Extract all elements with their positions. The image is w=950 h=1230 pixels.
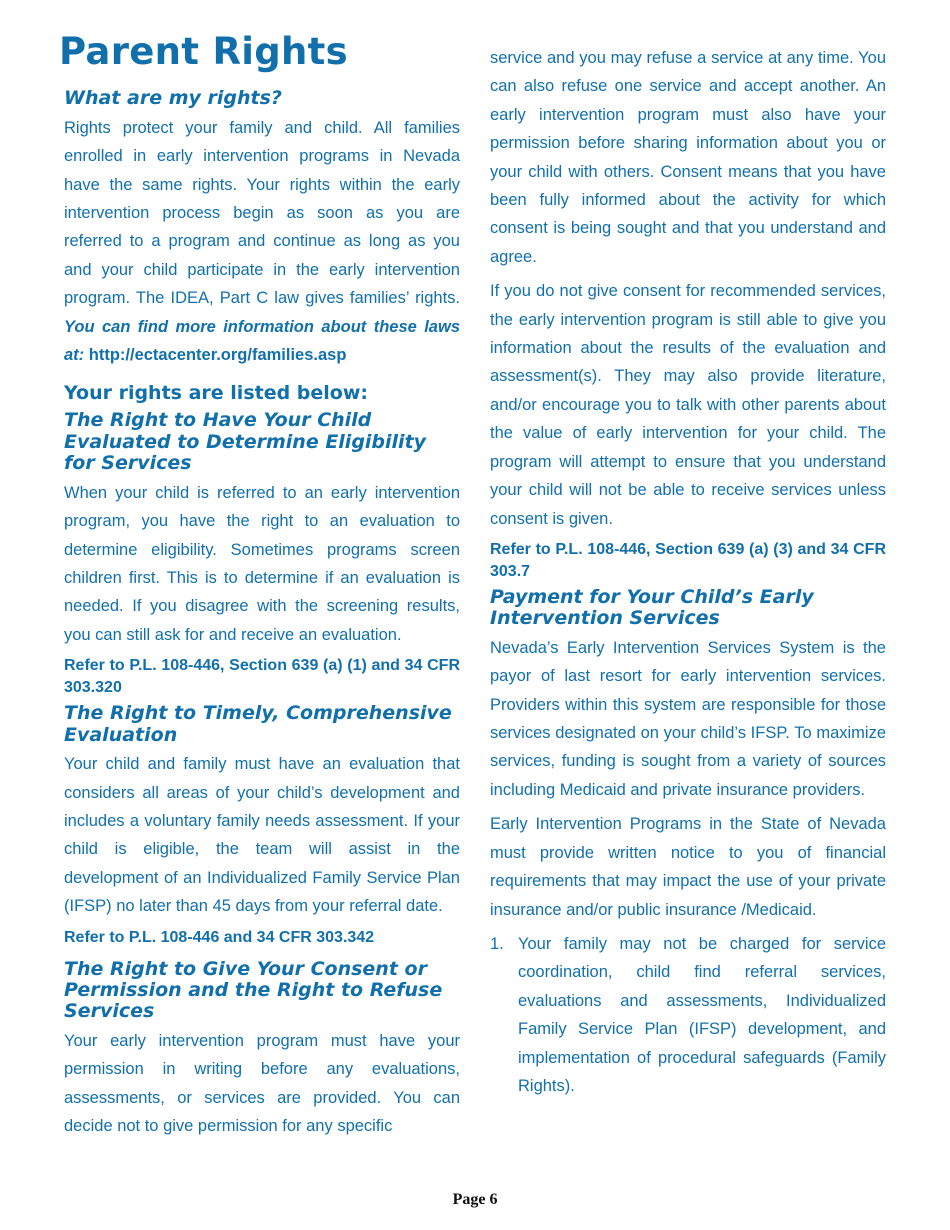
consent-reference: Refer to P.L. 108-446, Section 639 (a) (3) and 34 CFR 303.7 [490,540,886,580]
payment-heading: Payment for Your Child’s Early Intervention Services [490,585,814,630]
consent-refusal-paragraph: If you do not give consent for recommended services, the early intervention program is still able to give you information about the results of the evaluation and assessment(s). They may also provide literature, and/or encourage you to talk with other parents about the value of early intervention for your child. The program will attempt to ensure that you understand your child will not be able to receive services unless consent is given. [490,282,886,528]
page-title: Parent Rights [59,30,348,73]
right-consent-paragraph: Your early intervention program must have your permission in writing before any evaluations, assessments, or services are provided. You can decide not to give permission for any specific [64,1031,460,1136]
right-consent-heading: The Right to Give Your Consent or Permission and the Right to Refuse Services [64,957,443,1023]
list-item-number: 1. [490,934,504,953]
list-item [490,930,886,1100]
right-column [490,44,886,1106]
what-are-my-rights-heading: What are my rights? [64,87,282,110]
left-column [59,30,460,1147]
right-evaluated-reference: Refer to P.L. 108-446, Section 639 (a) (1) and 34 CFR 303.320 [64,657,460,697]
right-timely-paragraph: Your child and family must have an evaluation that considers all areas of your child’s development and includes a voluntary family needs assessment. If your child is eligible, the team will assist in the development of an Individualized Family Service Plan (IFSP) no later than 45 days from your referral date. [64,755,460,916]
right-evaluated-paragraph: When your child is referred to an early intervention program, you have the right to an evaluation to determine eligibility. Sometimes programs screen children first. This is to determine if an evaluation is needed. If you disagree with the screening results, you can still ask for and receive an evaluation. [64,483,460,644]
more-info-label: You can find more information about these laws at: [64,317,460,365]
payment-list [490,930,886,1100]
what-are-my-rights-paragraph [64,114,460,370]
rights-listed-heading: Your rights are listed below: [64,381,369,404]
page-number: Page 6 [452,1191,498,1208]
right-timely-heading: The Right to Timely, Comprehensive Evaluation [64,702,452,746]
what-are-my-rights-text: Rights protect your family and child. All families enrolled in early intervention programs in Nevada have the same rights. Your rights within the early intervention process begin as soon as you are referred to a program and continue as long as you and your child participate in the early intervention program. The IDEA, Part C law gives families’ rights. [64,118,460,308]
list-item-text: Your family may not be charged for service coordination, child find referral services, evaluations and assessments, Individualized Family Service Plan (IFSP) development, and implementation of procedural safeguards (Family Rights). [518,934,886,1095]
right-evaluated-heading: The Right to Have Your Child Evaluated to Determine Eligibility for Services [64,409,427,475]
consent-continued-paragraph: service and you may refuse a service at any time. You can also refuse one service and accept another. An early intervention program must also have your permission before sharing information about you or your child with others. Consent means that you have been fully informed about the activity for which consent is being sought and that you understand and agree. [490,49,886,266]
payment-paragraph-1: Nevada’s Early Intervention Services System is the payor of last resort for early intervention services. Providers within this system are responsible for those services designated on your child’s IFSP. To maximize services, funding is sought from a variety of sources including Medicaid and private insurance providers. [490,638,886,799]
right-timely-reference: Refer to P.L. 108-446 and 34 CFR 303.342 [64,928,375,946]
more-info-link[interactable]: http://ectacenter.org/families.asp [88,346,347,365]
payment-paragraph-2: Early Intervention Programs in the State of Nevada must provide written notice to you of financial requirements that may impact the use of your private insurance and/or public insurance /Medicaid. [490,815,886,919]
